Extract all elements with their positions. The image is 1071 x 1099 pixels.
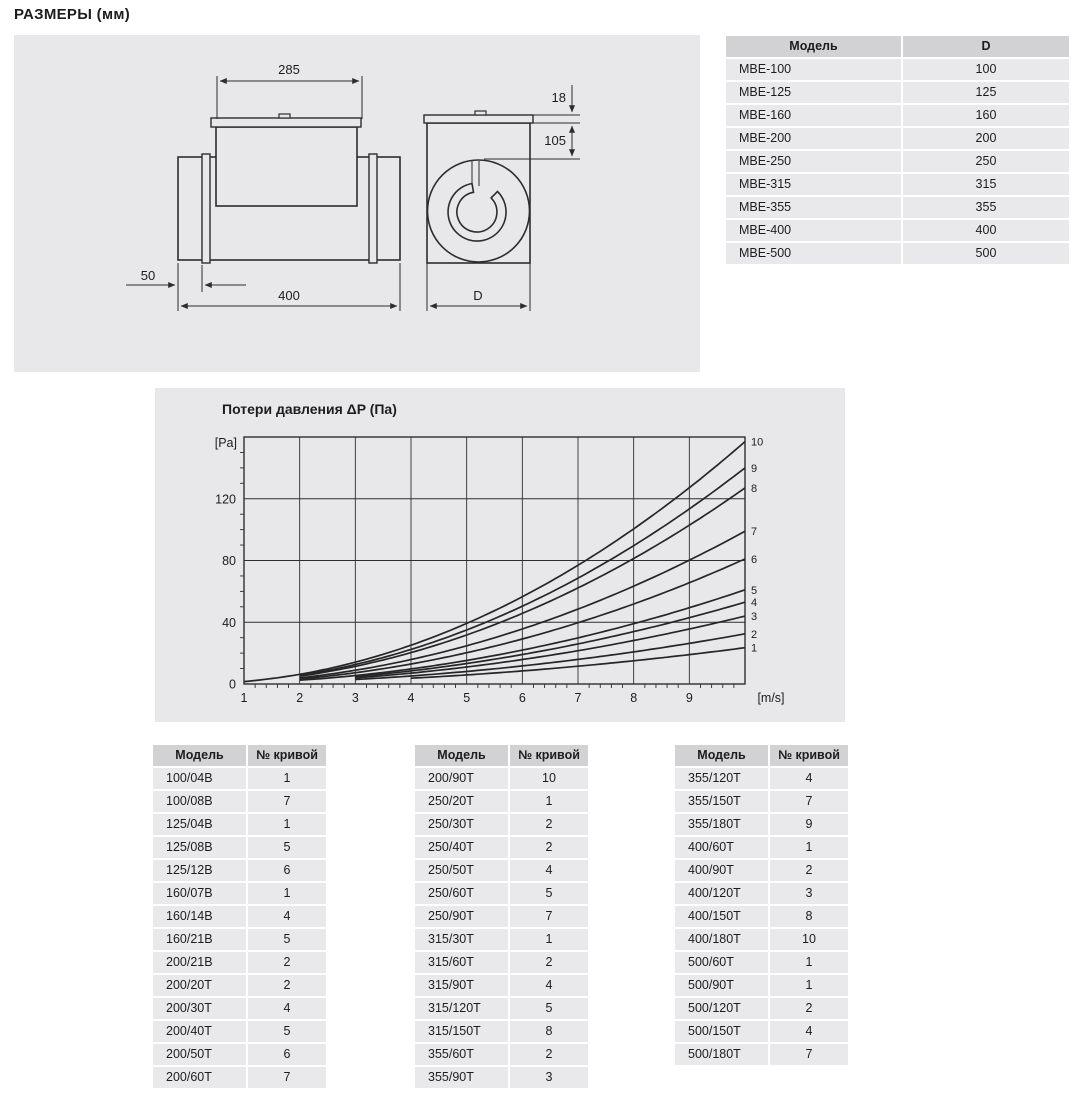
model-cell: 200/90T	[415, 768, 508, 789]
chart-label: 9	[751, 462, 758, 475]
value-cell: 9	[770, 814, 848, 835]
dim-285-label: 285	[278, 62, 300, 77]
value-cell: 2	[510, 814, 588, 835]
value-cell: 1	[248, 768, 326, 789]
table-row	[726, 105, 1069, 126]
table-row	[415, 768, 588, 789]
chart-label: 40	[222, 615, 236, 630]
table-row	[415, 1021, 588, 1042]
model-cell: МВЕ-400	[726, 220, 901, 241]
chart-label: 5	[751, 584, 758, 597]
value-cell: 2	[248, 952, 326, 973]
model-cell: МВЕ-355	[726, 197, 901, 218]
value-cell: 2	[770, 998, 848, 1019]
terminal-box-side	[216, 127, 357, 206]
table-row	[153, 906, 326, 927]
lid-knob-side	[279, 114, 290, 118]
table-row	[675, 906, 848, 927]
value-cell: 10	[510, 768, 588, 789]
table-row	[675, 883, 848, 904]
model-cell: МВЕ-100	[726, 59, 901, 80]
table-row	[675, 1021, 848, 1042]
table-row	[675, 1044, 848, 1065]
model-cell: 200/21B	[153, 952, 246, 973]
table-row	[153, 975, 326, 996]
value-cell: 355	[903, 197, 1069, 218]
table-row	[415, 837, 588, 858]
model-cell: 315/30T	[415, 929, 508, 950]
model-cell: 400/120T	[675, 883, 768, 904]
model-cell: 500/90T	[675, 975, 768, 996]
model-cell: 250/90T	[415, 906, 508, 927]
chart-label: 6	[751, 553, 758, 566]
model-cell: 125/08B	[153, 837, 246, 858]
model-cell: МВЕ-500	[726, 243, 901, 264]
dim-400-label: 400	[278, 288, 300, 303]
value-cell: 4	[248, 906, 326, 927]
value-cell: 3	[510, 1067, 588, 1088]
table-row	[726, 128, 1069, 149]
model-cell: 200/60T	[153, 1067, 246, 1088]
value-cell: 7	[248, 1067, 326, 1088]
model-cell: 400/60T	[675, 837, 768, 858]
table-row	[153, 883, 326, 904]
value-cell: 2	[510, 1044, 588, 1065]
model-cell: 355/150T	[675, 791, 768, 812]
table-row	[153, 791, 326, 812]
table-row	[153, 998, 326, 1019]
value-cell: 2	[248, 975, 326, 996]
value-cell: 3	[770, 883, 848, 904]
chart-label: 4	[407, 691, 415, 705]
table-row	[675, 837, 848, 858]
table-row	[415, 814, 588, 835]
table-row	[153, 837, 326, 858]
flange-left	[202, 154, 210, 263]
table-row	[415, 929, 588, 950]
model-cell: 200/50T	[153, 1044, 246, 1065]
column-header: Модель	[415, 745, 508, 766]
chart-label: 9	[685, 691, 693, 705]
value-cell: 5	[248, 929, 326, 950]
technical-drawing	[14, 35, 700, 372]
model-cell: 200/20T	[153, 975, 246, 996]
model-cell: 315/60T	[415, 952, 508, 973]
table-row	[675, 929, 848, 950]
value-cell: 1	[510, 929, 588, 950]
chart-label: 80	[222, 554, 236, 568]
model-cell: 500/150T	[675, 1021, 768, 1042]
column-header: Модель	[675, 745, 768, 766]
value-cell: 1	[510, 791, 588, 812]
value-cell: 5	[248, 837, 326, 858]
value-cell: 6	[248, 1044, 326, 1065]
value-cell: 400	[903, 220, 1069, 241]
chart-label: 120	[215, 492, 236, 507]
model-cell: 400/180T	[675, 929, 768, 950]
value-cell: 4	[770, 768, 848, 789]
model-cell: 500/120T	[675, 998, 768, 1019]
model-cell: 125/04B	[153, 814, 246, 835]
column-header: № кривой	[770, 745, 848, 766]
terminal-box-lid-side	[211, 118, 361, 127]
dim-105-label: 105	[544, 133, 566, 148]
table-row	[675, 860, 848, 881]
table-row	[153, 860, 326, 881]
value-cell: 2	[510, 952, 588, 973]
column-header: Модель	[153, 745, 246, 766]
value-cell: 7	[248, 791, 326, 812]
value-cell: 2	[770, 860, 848, 881]
value-cell: 7	[510, 906, 588, 927]
table-row	[415, 860, 588, 881]
table-row	[675, 975, 848, 996]
model-cell: МВЕ-125	[726, 82, 901, 103]
value-cell: 100	[903, 59, 1069, 80]
value-cell: 500	[903, 243, 1069, 264]
value-cell: 5	[510, 883, 588, 904]
dim-18-label: 18	[551, 90, 566, 105]
value-cell: 4	[510, 975, 588, 996]
table-row	[415, 906, 588, 927]
value-cell: 10	[770, 929, 848, 950]
model-cell: 250/50T	[415, 860, 508, 881]
chart-label: 2	[296, 691, 304, 705]
model-cell: 315/150T	[415, 1021, 508, 1042]
value-cell: 7	[770, 1044, 848, 1065]
model-cell: 250/30T	[415, 814, 508, 835]
chart-title: Потери давления ΔP (Па)	[222, 401, 397, 417]
model-cell: 500/60T	[675, 952, 768, 973]
column-header: Модель	[726, 36, 901, 57]
table-row	[415, 1067, 588, 1088]
curve-table-1	[151, 743, 328, 1090]
value-cell: 5	[248, 1021, 326, 1042]
value-cell: 1	[770, 975, 848, 996]
column-header: № кривой	[510, 745, 588, 766]
chart-label: 10	[751, 436, 764, 449]
chart-label: 7	[751, 526, 758, 539]
value-cell: 5	[510, 998, 588, 1019]
table-row	[726, 82, 1069, 103]
table-row	[726, 174, 1069, 195]
model-cell: 125/12B	[153, 860, 246, 881]
table-row	[675, 952, 848, 973]
table-row	[726, 220, 1069, 241]
table-row	[726, 243, 1069, 264]
table-row	[415, 1044, 588, 1065]
chart-label: 6	[518, 691, 526, 705]
table-row	[153, 814, 326, 835]
table-row	[726, 197, 1069, 218]
model-cell: 355/60T	[415, 1044, 508, 1065]
chart-label: 1	[240, 691, 248, 705]
table-row	[415, 998, 588, 1019]
value-cell: 8	[510, 1021, 588, 1042]
value-cell: 4	[510, 860, 588, 881]
value-cell: 125	[903, 82, 1069, 103]
dimensions-drawing-panel	[14, 35, 700, 372]
value-cell: 315	[903, 174, 1069, 195]
model-cell: 400/90T	[675, 860, 768, 881]
table-row	[153, 952, 326, 973]
model-cell: 160/21B	[153, 929, 246, 950]
table-row	[415, 791, 588, 812]
model-cell: МВЕ-250	[726, 151, 901, 172]
table-row	[675, 814, 848, 835]
model-cell: 100/04B	[153, 768, 246, 789]
lid-front	[424, 115, 533, 123]
chart-label: 1	[751, 642, 758, 655]
model-cell: 250/60T	[415, 883, 508, 904]
chart-label: 7	[574, 691, 582, 705]
value-cell: 200	[903, 128, 1069, 149]
lid-knob-front	[475, 111, 486, 115]
value-cell: 1	[770, 837, 848, 858]
value-cell: 2	[510, 837, 588, 858]
value-cell: 4	[248, 998, 326, 1019]
model-cell: 200/30T	[153, 998, 246, 1019]
dim-50-label: 50	[140, 268, 156, 283]
value-cell: 160	[903, 105, 1069, 126]
model-cell: 500/180T	[675, 1044, 768, 1065]
model-cell: 250/20T	[415, 791, 508, 812]
table-row	[675, 791, 848, 812]
table-row	[415, 975, 588, 996]
table-row	[153, 1044, 326, 1065]
page-title: РАЗМЕРЫ (мм)	[14, 6, 131, 23]
table-row	[153, 929, 326, 950]
table-row	[415, 952, 588, 973]
column-header: № кривой	[248, 745, 326, 766]
model-cell: 100/08B	[153, 791, 246, 812]
model-cell: 315/90T	[415, 975, 508, 996]
model-cell: 355/180T	[675, 814, 768, 835]
pressure-loss-chart	[155, 388, 845, 722]
model-diameter-table	[724, 34, 1071, 266]
chart-label: 8	[630, 691, 638, 705]
chart-label: 3	[351, 691, 359, 705]
table-row	[726, 151, 1069, 172]
value-cell: 8	[770, 906, 848, 927]
chart-label: 5	[463, 691, 471, 705]
table-row	[153, 1021, 326, 1042]
curve-table-3	[673, 743, 850, 1067]
model-cell: 355/90T	[415, 1067, 508, 1088]
model-cell: 160/07B	[153, 883, 246, 904]
model-cell: МВЕ-200	[726, 128, 901, 149]
value-cell: 7	[770, 791, 848, 812]
chart-label: 2	[751, 628, 758, 641]
value-cell: 1	[770, 952, 848, 973]
table-row	[675, 998, 848, 1019]
chart-label: 8	[751, 482, 758, 495]
model-cell: 160/14B	[153, 906, 246, 927]
table-row	[675, 768, 848, 789]
chart-label: [m/s]	[757, 691, 785, 705]
chart-label: [Pa]	[214, 436, 237, 450]
pressure-curve-4	[355, 602, 745, 676]
model-cell: 250/40T	[415, 837, 508, 858]
column-header: D	[903, 36, 1069, 57]
model-cell: 200/40T	[153, 1021, 246, 1042]
model-cell: 355/120T	[675, 768, 768, 789]
flange-right	[369, 154, 377, 263]
value-cell: 1	[248, 814, 326, 835]
model-cell: 315/120T	[415, 998, 508, 1019]
curve-table-2	[413, 743, 590, 1090]
table-row	[415, 883, 588, 904]
value-cell: 1	[248, 883, 326, 904]
chart-label: 4	[751, 597, 758, 610]
model-cell: МВЕ-160	[726, 105, 901, 126]
chart-label: 0	[229, 677, 236, 692]
value-cell: 250	[903, 151, 1069, 172]
table-row	[153, 1067, 326, 1088]
table-row	[153, 768, 326, 789]
model-cell: МВЕ-315	[726, 174, 901, 195]
model-cell: 400/150T	[675, 906, 768, 927]
chart-label: 3	[751, 611, 758, 624]
value-cell: 4	[770, 1021, 848, 1042]
pressure-loss-chart-panel	[155, 388, 845, 722]
value-cell: 6	[248, 860, 326, 881]
dim-d-label: D	[473, 288, 483, 303]
table-row	[726, 59, 1069, 80]
